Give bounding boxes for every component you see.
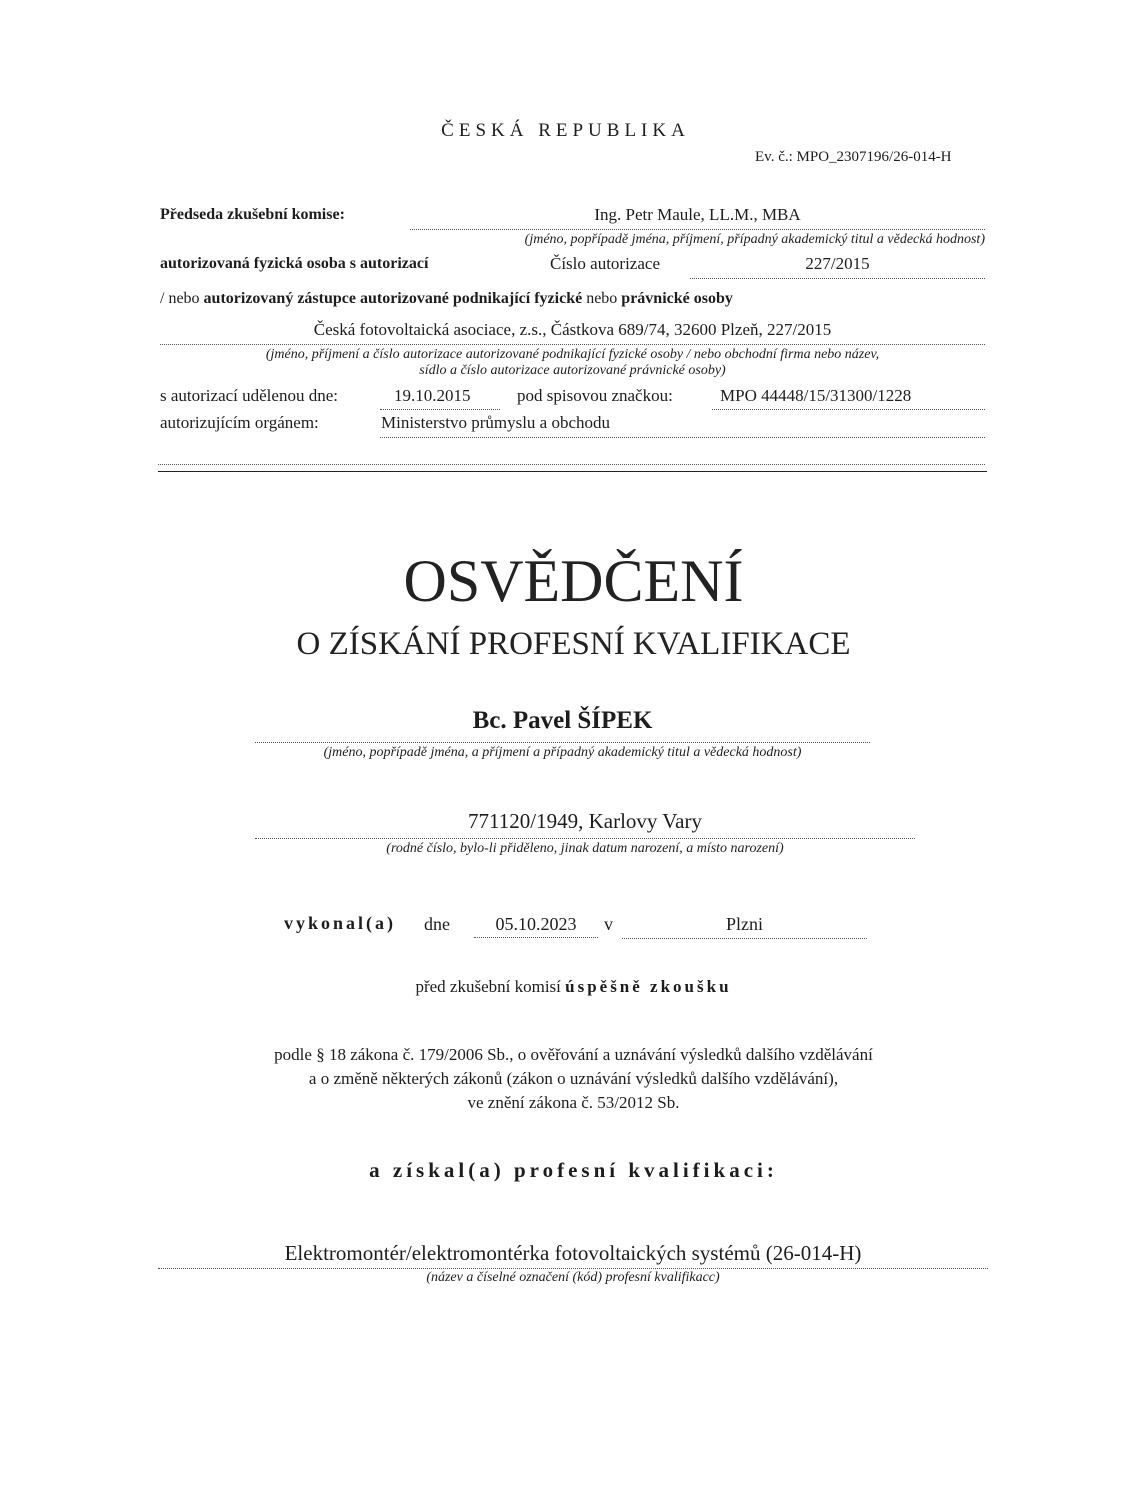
authorized-person-label: autorizovaná fyzická osoba s autorizací (160, 255, 429, 272)
obtained-label: a získal(a) profesní kvalifikaci: (369, 1158, 778, 1182)
law-paragraph (0, 1043, 1131, 1115)
committee-success-line (0, 977, 1131, 997)
granted-label: s autorizací udělenou dne: (160, 386, 338, 405)
authorization-number: 227/2015 (805, 254, 870, 273)
certificate-subtitle: O ZÍSKÁNÍ PROFESNÍ KVALIFIKACE (296, 626, 851, 662)
certificate-title: OSVĚDČENÍ (403, 548, 744, 614)
performed-label: vykonal(a) (284, 913, 397, 933)
committee-text: před zkušební komisí (415, 977, 561, 996)
representative-bold-2: právnické osoby (621, 290, 733, 307)
representative-line (160, 290, 733, 308)
chair-dotted-line (410, 229, 985, 230)
exam-date-dotted-line (474, 937, 598, 938)
organization-dotted-line (160, 344, 985, 345)
organization-note (160, 347, 985, 379)
authority-dotted-line (380, 437, 985, 438)
exam-place-dotted-line (622, 938, 867, 939)
file-number-dotted-line (712, 409, 985, 410)
qualification-dotted-line (158, 1268, 988, 1269)
file-number: MPO 44448/15/31300/1228 (720, 386, 912, 405)
granted-date: 19.10.2015 (394, 386, 471, 405)
chair-note: (jméno, popřípadě jména, příjmení, případný akademický titul a vědecká hodnost) (524, 232, 985, 247)
success-text: úspěšně zkoušku (565, 977, 732, 996)
authorization-number-label: Číslo autorizace (550, 254, 660, 273)
or-prefix: / nebo (160, 290, 200, 307)
granted-date-dotted-line (380, 409, 500, 410)
birth-info: 771120/1949, Karlovy Vary (468, 809, 702, 833)
place-prefix: v (604, 914, 613, 934)
chair-label: Předseda zkušební komise: (160, 206, 345, 223)
separator-dotted-line (158, 464, 985, 465)
evidence-number: Ev. č.: MPO_2307196/26-014-H (755, 149, 952, 165)
holder-dotted-line (255, 742, 870, 743)
birth-dotted-line (255, 838, 915, 839)
authorization-dotted-line (690, 278, 985, 279)
country-heading: ČESKÁ REPUBLIKA (441, 120, 690, 141)
exam-place: Plzni (725, 914, 763, 934)
exam-date: 05.10.2023 (495, 914, 577, 934)
chair-name: Ing. Petr Maule, LL.M., MBA (594, 205, 801, 224)
representative-mid: nebo (586, 290, 618, 307)
representative-bold-1: autorizovaný zástupce autorizované podnikající fyzické (203, 290, 583, 307)
file-number-label: pod spisovou značkou: (517, 386, 673, 405)
law-line-3: ve znění zákona č. 53/2012 Sb. (467, 1093, 680, 1112)
date-prefix: dne (424, 914, 450, 934)
qualification-note: (název a číselné označení (kód) profesní kvalifikacc) (426, 1270, 720, 1285)
organization: Česká fotovoltaická asociace, z.s., Částkova 689/74, 32600 Plzeň, 227/2015 (313, 320, 832, 339)
holder-name: Bc. Pavel ŠÍPEK (472, 707, 653, 734)
holder-note: (jméno, popřípadě jména, a příjmení a případný akademický titul a vědecká hodnost) (323, 745, 802, 760)
organization-note-line1: (jméno, příjmení a číslo autorizace autorizované podnikající fyzické osoby / nebo obchodní firma nebo název, (265, 347, 880, 362)
organization-note-line2: sídlo a číslo autorizace autorizované právnické osoby) (419, 363, 726, 378)
law-line-1: podle § 18 zákona č. 179/2006 Sb., o ověřování a uznávání výsledků dalšího vzdělávání (274, 1045, 873, 1064)
qualification: Elektromontér/elektromontérka fotovoltaických systémů (26-014-H) (284, 1241, 862, 1265)
law-line-2: a o změně některých zákonů (zákon o uznávání výsledků dalšího vzdělávání), (308, 1069, 839, 1088)
authority-label: autorizujícím orgánem: (160, 413, 319, 432)
authority: Ministerstvo průmyslu a obchodu (381, 413, 611, 432)
separator-line (158, 471, 987, 472)
birth-note: (rodné číslo, bylo-li přiděleno, jinak datum narození, a místo narození) (386, 841, 784, 856)
